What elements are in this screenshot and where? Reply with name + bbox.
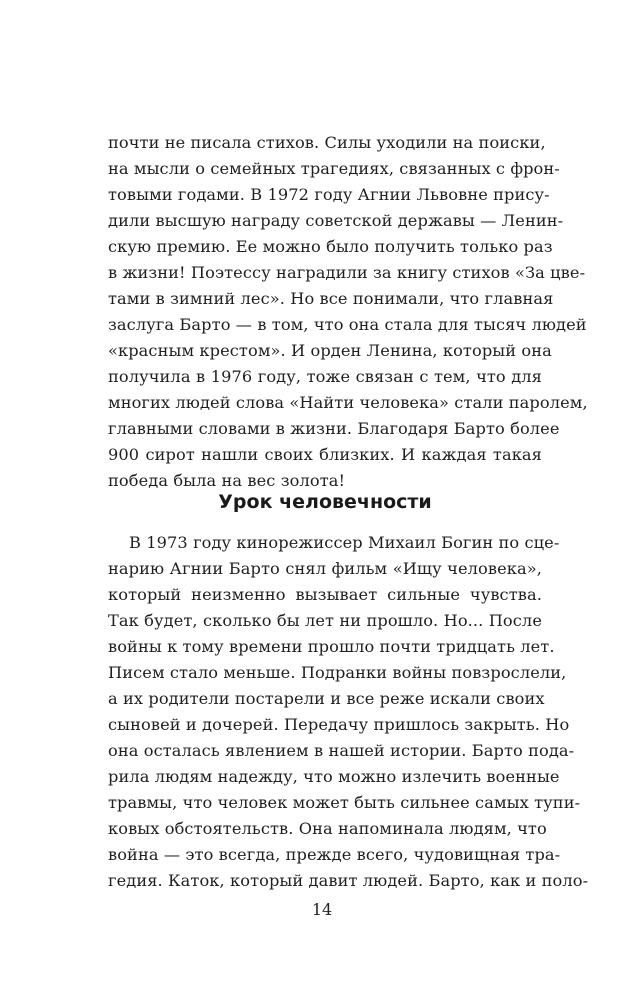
text-line: война — это всегда, прежде всего, чудовищная тра-	[108, 845, 561, 864]
text-line: войны к тому времени прошло почти тридцать лет.	[108, 637, 555, 656]
text-line: нарию Агнии Барто снял фильм «Ищу человека»,	[108, 559, 542, 578]
text-line: главными словами в жизни. Благодаря Барто более	[108, 419, 560, 438]
text-line: она осталась явлением в нашей истории. Барто пода-	[108, 741, 575, 760]
text-line: «красным крестом». И орден Ленина, который она	[108, 341, 552, 360]
text-line: победа была на вес золота!	[108, 471, 346, 490]
text-line: сыновей и дочерей. Передачу пришлось закрыть. Но	[108, 715, 570, 734]
text-line: 900 сирот нашли своих близких. И каждая такая	[108, 445, 542, 464]
text-line: ковых обстоятельств. Она напоминала людям, что	[108, 819, 547, 838]
text-line: Так будет, сколько бы лет ни прошло. Но... После	[108, 611, 542, 630]
text-line: а их родители постарели и все реже искали своих	[108, 689, 545, 708]
page-number: 14	[311, 900, 333, 919]
text-line: гедия. Каток, который давит людей. Барто, как и поло-	[108, 871, 589, 890]
text-line: почти не писала стихов. Силы уходили на поиски,	[108, 133, 546, 152]
text-line: рила людям надежду, что можно излечить военные	[108, 767, 560, 786]
text-line: травмы, что человек может быть сильнее самых тупи-	[108, 793, 581, 812]
paragraph-continuation	[108, 130, 588, 494]
text-line: дили высшую награду советской державы — Ленин-	[108, 211, 564, 230]
text-line: Писем стало меньше. Подранки войны повзрослели,	[108, 663, 567, 682]
text-line: на мысли о семейных трагедиях, связанных с фрон-	[108, 159, 560, 178]
paragraph-main	[108, 530, 589, 894]
text-line: товыми годами. В 1972 году Агнии Львовне прису-	[108, 185, 550, 204]
text-line: многих людей слова «Найти человека» стали паролем,	[108, 393, 588, 412]
section-heading: Урок человечности	[218, 491, 432, 513]
text-line: в жизни! Поэтессу наградили за книгу стихов «За цве-	[108, 263, 586, 282]
text-line: скую премию. Ее можно было получить только раз	[108, 237, 553, 256]
text-line: В 1973 году кинорежиссер Михаил Богин по сце-	[108, 533, 560, 552]
text-line: получила в 1976 году, тоже связан с тем, что для	[108, 367, 542, 386]
text-line: который неизменно вызывает сильные чувства.	[108, 585, 542, 604]
text-line: тами в зимний лес». Но все понимали, что главная	[108, 289, 554, 308]
text-line: заслуга Барто — в том, что она стала для тысяч людей	[108, 315, 587, 334]
